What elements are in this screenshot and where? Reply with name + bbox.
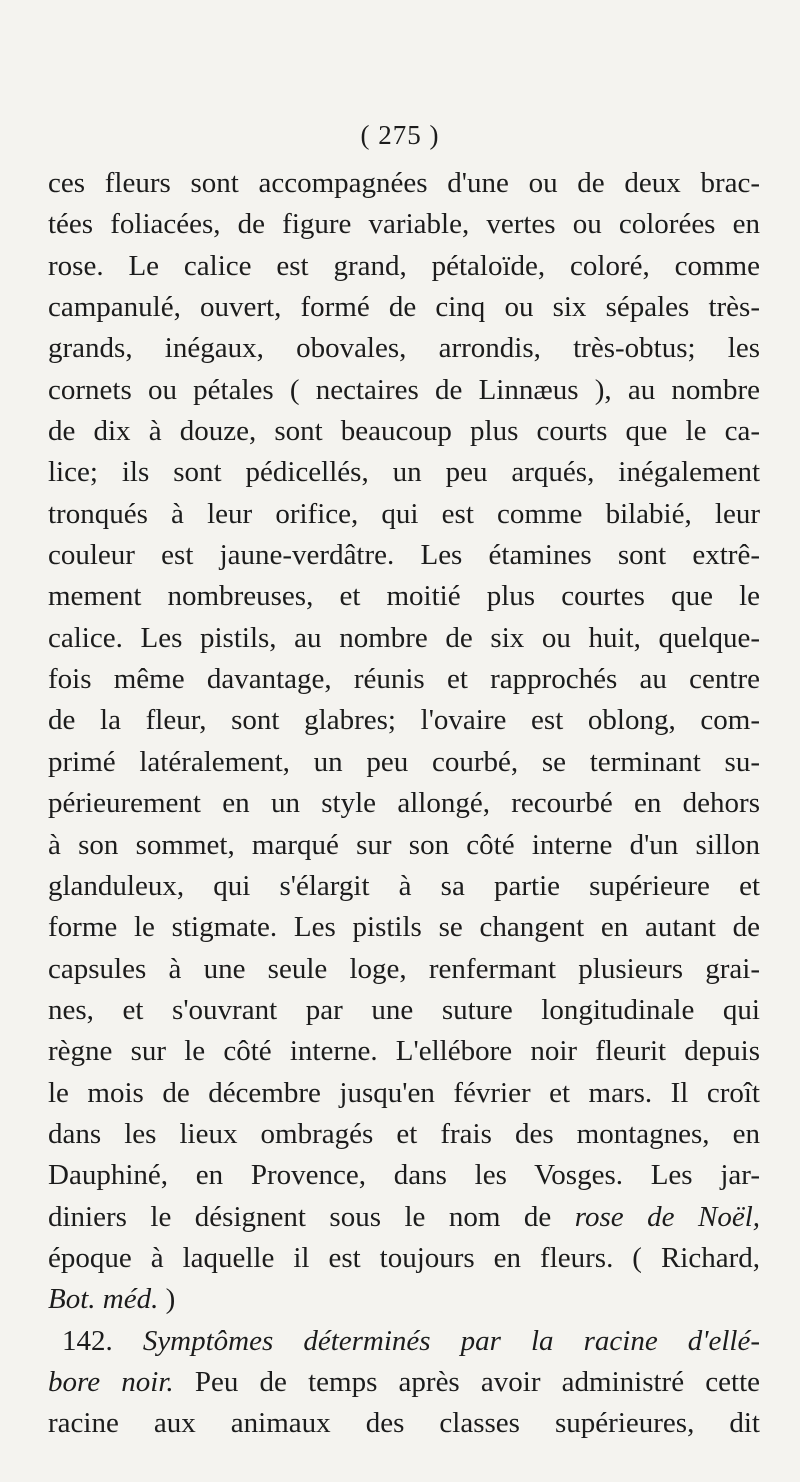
text-line: glanduleux, qui s'élargit à sa partie supérieure et [48,869,760,902]
text-fragment: Peu de temps après avoir administré cette [173,1365,760,1398]
text-line: capsules à une seule loge, renfermant plusieurs grai- [48,952,760,985]
citation-close: ) [158,1283,176,1316]
text-line: couleur est jaune-verdâtre. Les étamines sont extrê- [48,539,760,572]
text-line: périeurement en un style allongé, recourbé en dehors [48,787,760,820]
text-line: de dix à douze, sont beaucoup plus courts que le ca- [48,415,760,448]
text-line: mement nombreuses, et moitié plus courtes que le [48,580,760,613]
text-line: nes, et s'ouvrant par une suture longitudinale qui [48,993,760,1026]
text-line: fois même davantage, réunis et rapprochés au centre [48,663,760,696]
page-number: ( 275 ) [360,120,440,150]
text-line: grands, inégaux, obovales, arrondis, très-obtus; les [48,332,760,365]
text-line: cornets ou pétales ( nectaires de Linnæus ), au nombre [48,373,760,406]
text-line: époque à laquelle il est toujours en fleurs. ( Richard, [48,1241,760,1274]
text-line: tronqués à leur orifice, qui est comme bilabié, leur [48,497,760,530]
text-line: Dauphiné, en Provence, dans les Vosges. Les jar- [48,1159,760,1192]
text-line: dans les lieux ombragés et frais des montagnes, en [48,1117,760,1150]
section-title-cont: bore noir. [48,1365,174,1398]
text-line: calice. Les pistils, au nombre de six ou huit, quelque- [48,621,760,654]
text-line [48,1197,760,1238]
rose-de-noel-italic: rose de Noël, [574,1200,760,1233]
text-line: règne sur le côté interne. L'ellébore noir fleurit depuis [48,1035,760,1068]
text-line: à son sommet, marqué sur son côté interne d'un sillon [48,828,760,861]
citation-line [48,1279,760,1320]
text-fragment: diniers le désignent sous le nom de [48,1200,552,1233]
text-line: campanulé, ouvert, formé de cinq ou six sépales très- [48,291,760,324]
section-number: 142. [62,1324,113,1357]
text-line: tées foliacées, de figure variable, vertes ou colorées en [48,208,760,241]
section-heading-line [48,1321,760,1362]
text-line: racine aux animaux des classes supérieures, dit [48,1407,760,1440]
text-line: primé latéralement, un peu courbé, se terminant su- [48,745,760,778]
bot-med-italic: Bot. méd. [48,1283,159,1316]
text-line: rose. Le calice est grand, pétaloïde, coloré, comme [48,249,760,282]
text-line: le mois de décembre jusqu'en février et mars. Il croît [48,1076,760,1109]
text-line: de la fleur, sont glabres; l'ovaire est oblong, com- [48,704,760,737]
text-line: lice; ils sont pédicellés, un peu arqués, inégalement [48,456,760,489]
text-line: forme le stigmate. Les pistils se changent en autant de [48,911,760,944]
text-line [48,1362,760,1403]
section-title: Symptômes déterminés par la racine d'ellé- [142,1324,760,1357]
body-text [48,163,760,1445]
text-line: ces fleurs sont accompagnées d'une ou de deux brac- [48,167,760,199]
